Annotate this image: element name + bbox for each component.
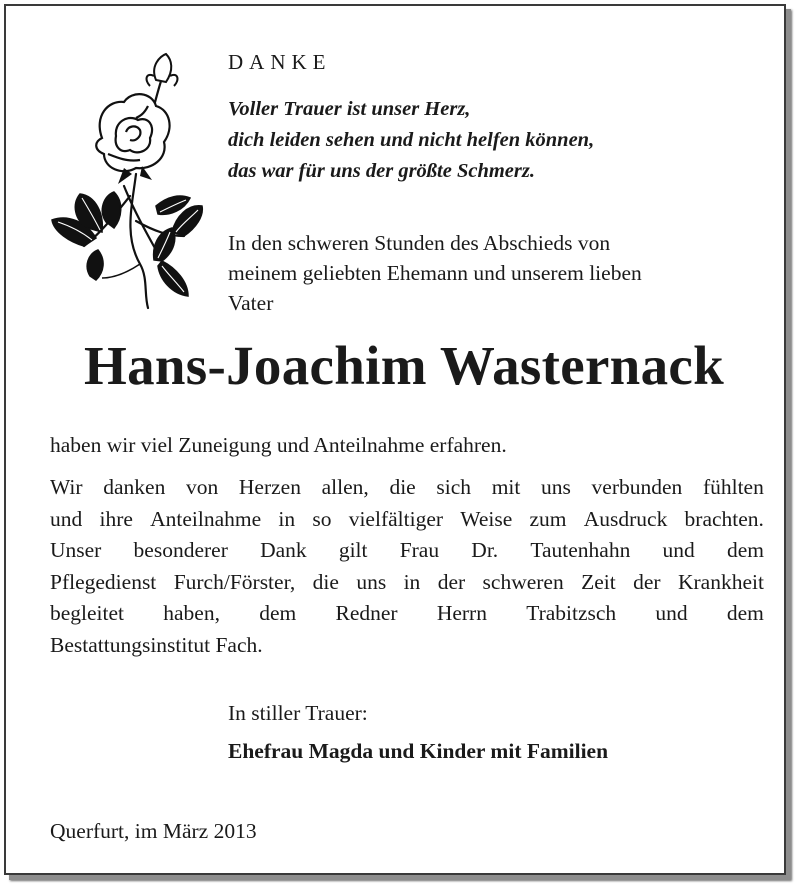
word: dem: [726, 601, 764, 625]
intro-line: Vater: [228, 291, 274, 315]
rose-icon: [44, 46, 204, 311]
word: Trabitzsch: [526, 601, 617, 625]
poem-line: dich leiden sehen und nicht helfen können,: [228, 129, 595, 151]
word: und: [662, 538, 695, 562]
word: Herzen: [238, 475, 301, 499]
word: Krankheit: [677, 569, 764, 594]
word: Dr.: [471, 538, 499, 562]
word: und: [50, 506, 83, 531]
word: der: [437, 569, 466, 594]
word: in: [403, 569, 421, 594]
poem: [228, 94, 594, 187]
word: so: [312, 506, 332, 531]
word: Wir: [50, 475, 83, 499]
word: Anteilnahme: [150, 506, 262, 531]
word: Herrn: [436, 601, 487, 625]
thanks-line: [50, 567, 764, 599]
word: Zeit: [581, 569, 616, 594]
thanks-line: Bestattungsinstitut Fach.: [50, 632, 263, 657]
word: brachten.: [684, 506, 764, 531]
word: dem: [726, 538, 764, 562]
word: besonderer: [133, 538, 228, 562]
word: mit: [491, 475, 521, 499]
word: Ausdruck: [583, 506, 668, 531]
word: haben,: [163, 601, 220, 625]
thanks-line: [50, 535, 764, 567]
place-date: Querfurt, im März 2013: [50, 819, 257, 843]
obituary-frame: [4, 4, 786, 875]
word: gilt: [338, 538, 368, 562]
word: danken: [103, 475, 166, 499]
word: vielfältiger: [348, 506, 444, 531]
word: begleitet: [50, 601, 125, 625]
word: Weise: [460, 506, 513, 531]
word: Unser: [50, 538, 102, 562]
deceased-name: Hans-Joachim Wasternack: [84, 335, 724, 396]
family-signature: Ehefrau Magda und Kinder mit Familien: [228, 739, 609, 763]
thanks-line: [50, 598, 764, 630]
intro-line: meinem geliebten Ehemann und unserem lieben: [228, 261, 642, 285]
intro-text: [228, 228, 728, 318]
word: der: [633, 569, 661, 594]
word: ihre: [99, 506, 133, 531]
poem-line: das war für uns der größte Schmerz.: [228, 160, 535, 182]
heading-danke: DANKE: [228, 50, 332, 74]
word: Dank: [260, 538, 307, 562]
word: in: [278, 506, 296, 531]
word: uns: [356, 569, 387, 594]
word: zum: [529, 506, 567, 531]
word: Pflegedienst: [50, 569, 157, 594]
word: die: [312, 569, 339, 594]
mourning-label: In stiller Trauer:: [228, 701, 368, 725]
word: Furch/Förster,: [173, 569, 296, 594]
word: Frau: [399, 538, 440, 562]
word: schweren: [482, 569, 564, 594]
word: von: [185, 475, 219, 499]
word: die: [389, 475, 416, 499]
thanks-line: [50, 504, 764, 536]
word: Tautenhahn: [530, 538, 631, 562]
word: und: [655, 601, 688, 625]
word: sich: [436, 475, 472, 499]
word: Redner: [335, 601, 398, 625]
thanks-paragraph: [50, 472, 764, 661]
intro-line: In den schweren Stunden des Abschieds von: [228, 231, 611, 255]
word: dem: [259, 601, 297, 625]
poem-line: Voller Trauer ist unser Herz,: [228, 98, 471, 120]
word: uns: [541, 475, 571, 499]
received-text: haben wir viel Zuneigung und Anteilnahme erfahren.: [50, 433, 507, 457]
thanks-line: [50, 472, 764, 504]
word: verbunden: [591, 475, 683, 499]
word: allen,: [321, 475, 369, 499]
word: fühlten: [702, 475, 764, 499]
